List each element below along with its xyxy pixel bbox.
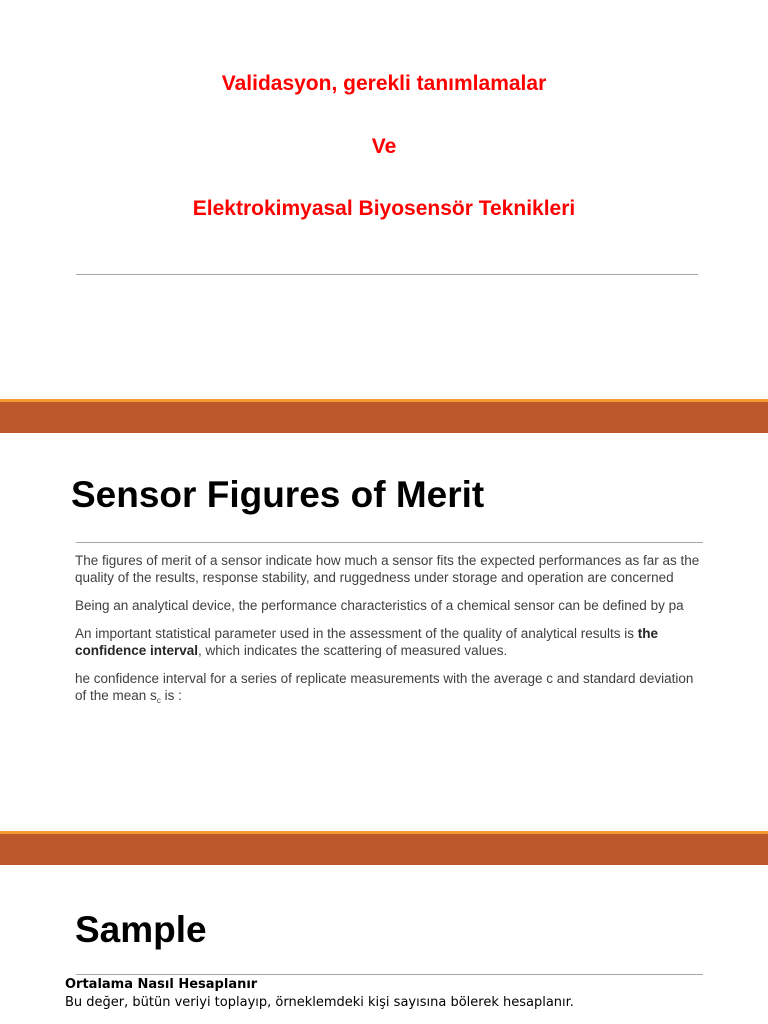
slide-separator-band [0,831,768,865]
sample-subheading: Ortalama Nasıl Hesaplanır [65,977,258,992]
sample-title-divider [76,974,703,975]
merit-slide-body [75,552,707,720]
confidence-interval-term: the confidence interval [75,626,659,658]
title-line-ve: Ve [371,135,397,158]
merit-paragraph-3-text: An important statistical parameter used in the assessment of the quality of analytical results is [75,626,638,641]
merit-paragraph-3-tail: , which indicates the scattering of measured values. [198,643,508,658]
merit-paragraph-2: Being an analytical device, the performance characteristics of a chemical sensor can be defined by pa [75,598,684,613]
title-line-techniques: Elektrokimyasal Biyosensör Teknikleri [192,197,576,220]
title-divider [76,274,698,275]
merit-paragraph-4-text: he confidence interval for a series of replicate measurements with the average c and standard deviation of the mean s [75,671,694,703]
merit-paragraph-3 [75,625,707,659]
merit-paragraph-4-tail: is : [160,688,182,703]
slide-separator-band [0,399,768,433]
title-slide [0,0,768,400]
merit-title-divider [76,542,703,543]
subscript-c: c [156,696,161,705]
sample-text: Bu değer, bütün veriyi toplayıp, örneklemdeki kişi sayısına bölerek hesaplanır. [65,995,574,1010]
title-line-validasyon: Validasyon, gerekli tanımlamalar [221,72,547,95]
merit-slide-title: Sensor Figures of Merit [71,474,485,515]
merit-paragraph-1: The figures of merit of a sensor indicate how much a sensor fits the expected performances as far as the quality of the results, response stability, and ruggedness under storage and operation are concerned [75,553,700,585]
merit-paragraph-4 [75,670,707,709]
sample-slide-title: Sample [75,909,207,950]
